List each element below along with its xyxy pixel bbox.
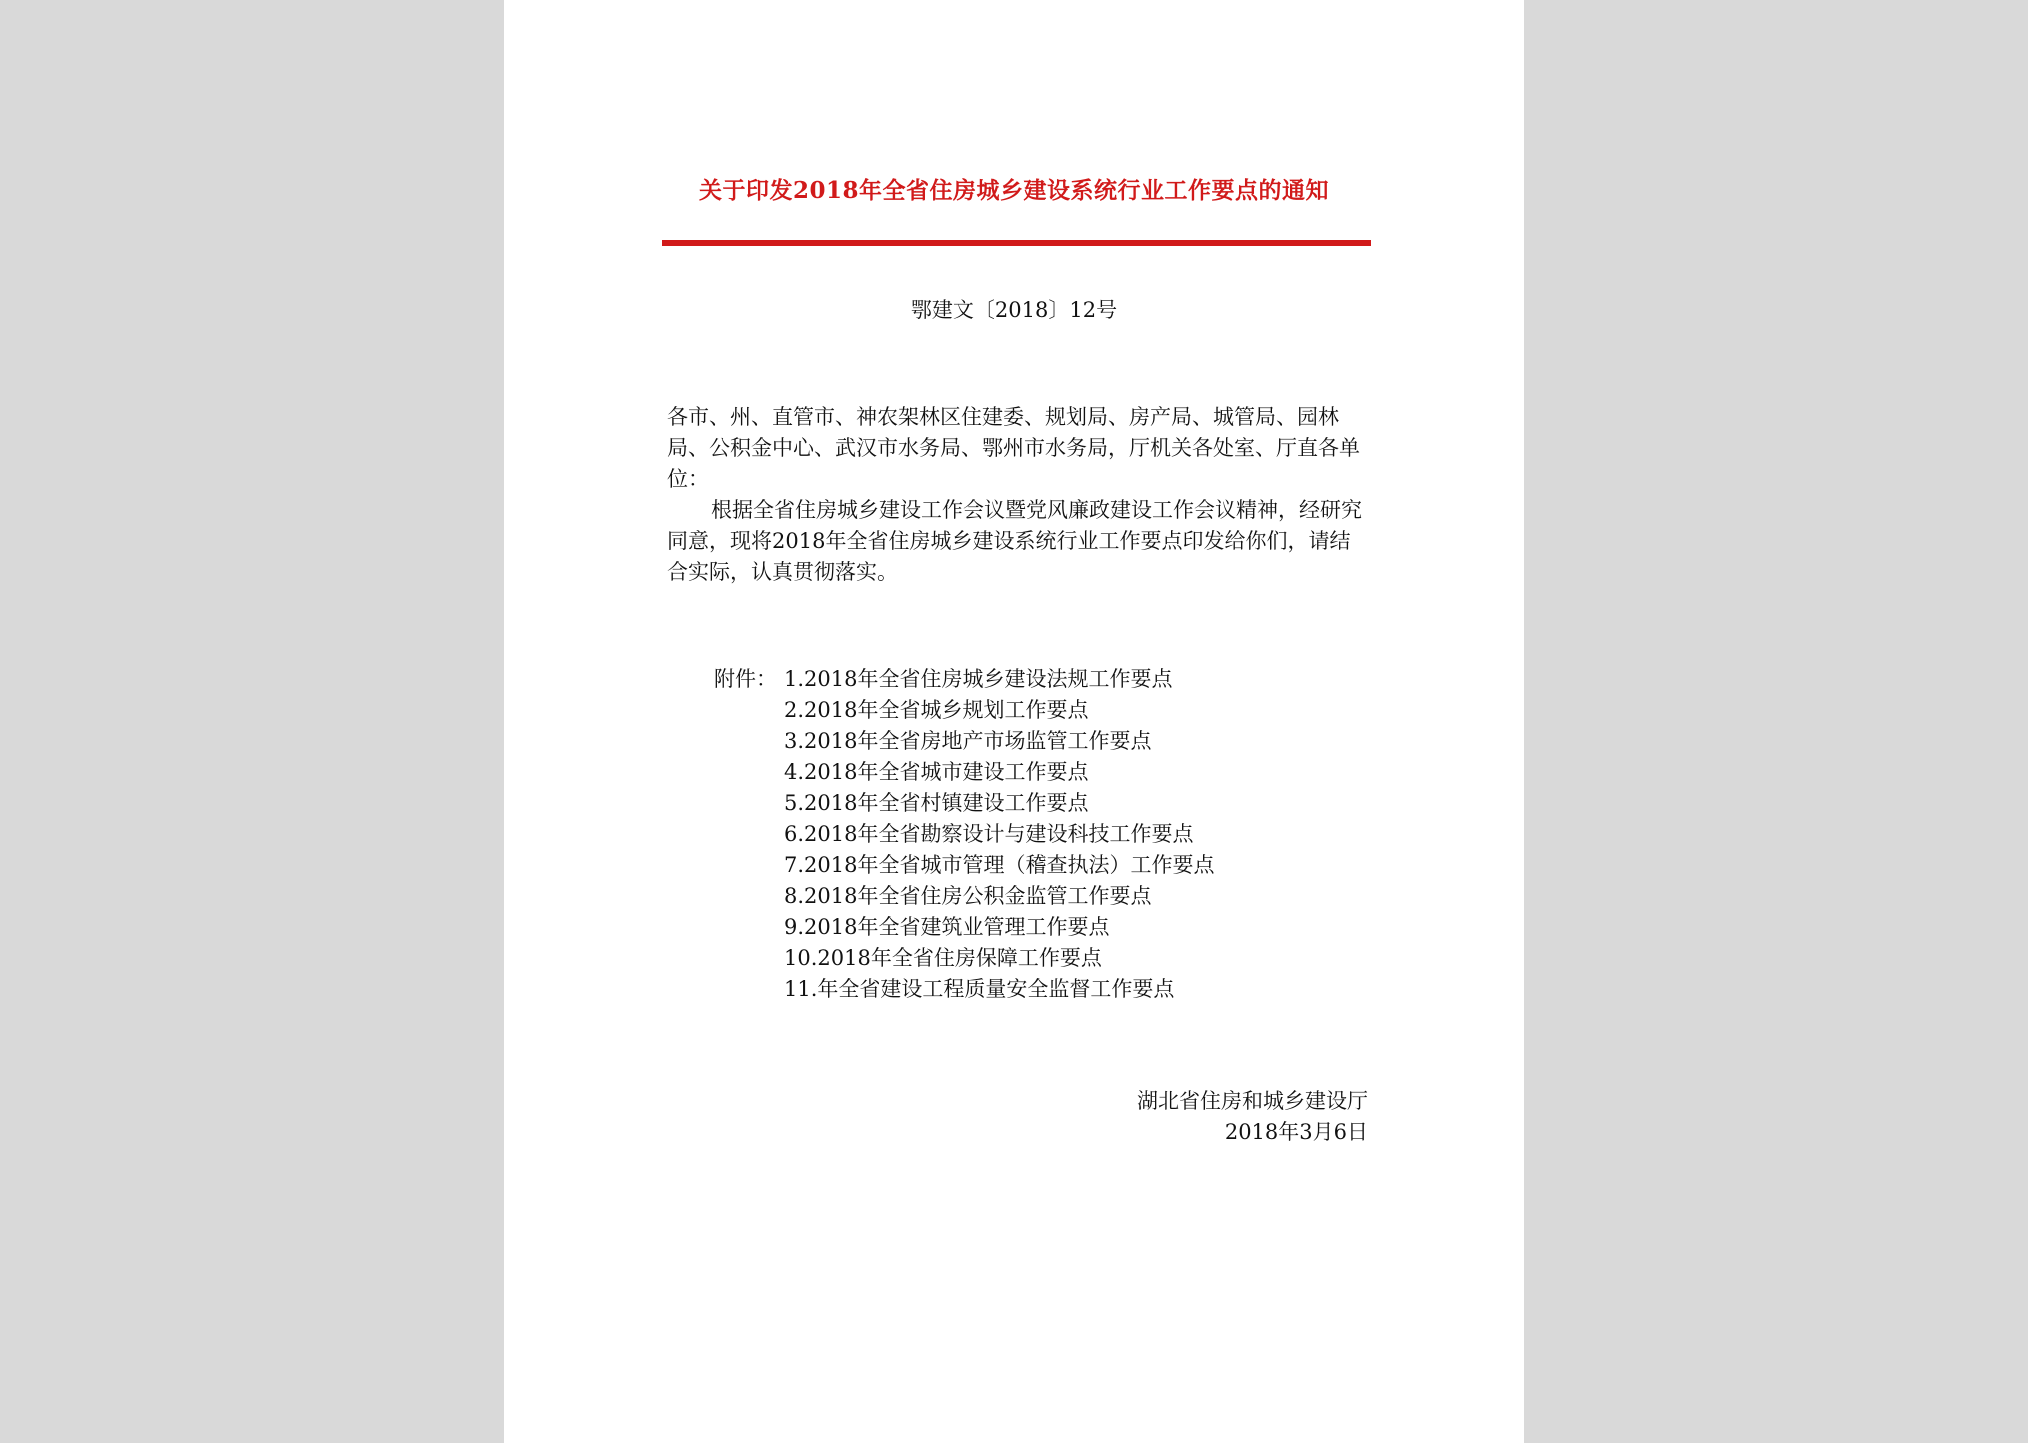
attachment-item — [714, 850, 1214, 881]
attachment-item-text: 7.2018年全省城市管理（稽查执法）工作要点 — [784, 853, 1215, 877]
attachment-item-text: 3.2018年全省房地产市场监管工作要点 — [784, 729, 1152, 753]
attachment-item — [714, 943, 1214, 974]
attachment-item — [714, 881, 1214, 912]
attachment-item-text: 8.2018年全省住房公积金监管工作要点 — [784, 884, 1152, 908]
addressee-paragraph: 各市、州、直管市、神农架林区住建委、规划局、房产局、城管局、园林局、公积金中心、武汉市水务局、鄂州市水务局，厅机关各处室、厅直各单位： — [667, 405, 1360, 491]
attachment-item — [714, 974, 1214, 1005]
document-title: 关于印发2018年全省住房城乡建设系统行业工作要点的通知 — [698, 177, 1329, 204]
signature-block — [1137, 1086, 1368, 1148]
attachment-item-text: 10.2018年全省住房保障工作要点 — [784, 946, 1102, 970]
title-divider-rule — [662, 240, 1371, 246]
attachment-item — [714, 912, 1214, 943]
attachment-item — [714, 819, 1214, 850]
document-page — [504, 0, 1524, 1443]
attachment-item-text: 4.2018年全省城市建设工作要点 — [784, 760, 1089, 784]
attachment-item-text: 2.2018年全省城乡规划工作要点 — [784, 698, 1089, 722]
attachment-item — [714, 726, 1214, 757]
attachments-list — [714, 664, 1214, 1005]
attachment-item-text: 9.2018年全省建筑业管理工作要点 — [784, 915, 1110, 939]
attachment-item — [714, 757, 1214, 788]
attachment-item-text: 1.2018年全省住房城乡建设法规工作要点 — [784, 667, 1173, 691]
issuer-name: 湖北省住房和城乡建设厅 — [1137, 1089, 1368, 1113]
attachment-item-text: 6.2018年全省勘察设计与建设科技工作要点 — [784, 822, 1194, 846]
attachments-label: 附件： — [714, 667, 777, 691]
attachment-item — [714, 664, 1214, 695]
body-paragraph: 根据全省住房城乡建设工作会议暨党风廉政建设工作会议精神，经研究同意，现将2018年全省住房城乡建设系统行业工作要点印发给你们，请结合实际，认真贯彻落实。 — [667, 498, 1362, 584]
document-number: 鄂建文〔2018〕12号 — [910, 298, 1118, 322]
issue-date: 2018年3月6日 — [1224, 1120, 1368, 1144]
document-body — [667, 402, 1367, 588]
attachment-item — [714, 788, 1214, 819]
attachment-item-text: 11.年全省建设工程质量安全监督工作要点 — [784, 977, 1175, 1001]
attachment-item-text: 5.2018年全省村镇建设工作要点 — [784, 791, 1089, 815]
attachment-item — [714, 695, 1214, 726]
